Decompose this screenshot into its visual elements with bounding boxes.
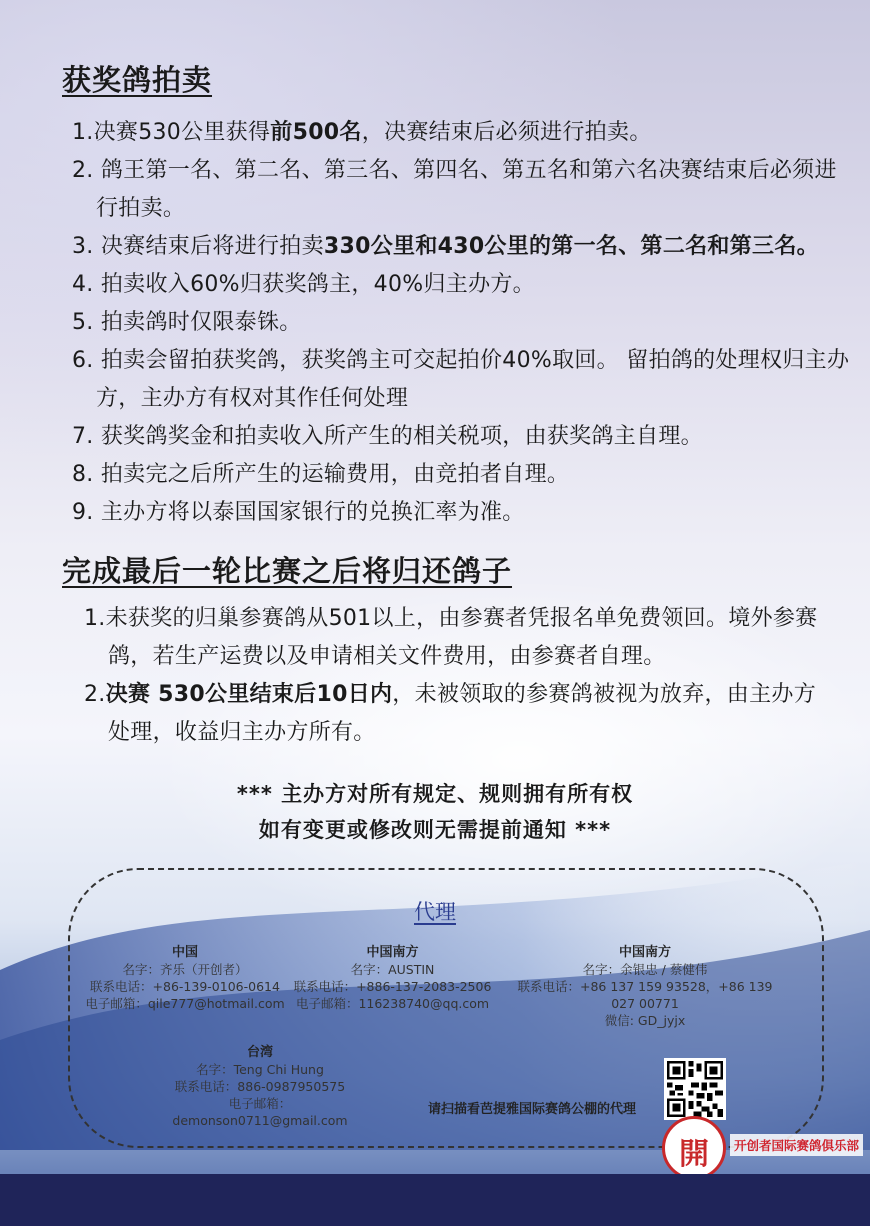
rule-item (72, 456, 852, 494)
club-logo-icon (662, 1116, 726, 1180)
rule-text-bold: 330公里和430公里的第一名、第二名和第三名。 (323, 234, 819, 259)
scan-caption: 请扫描看芭提雅国际赛鸽公棚的代理 (428, 1102, 637, 1117)
rule-text-bold: 前500名 (270, 120, 362, 145)
rule-text-pre: 6. 拍卖会留拍获奖鸽，获奖鸽主可交起拍价40%取回。 留拍鸽的处理权归主办方，主办方有权对其作任何处理 (72, 348, 850, 411)
rule-text-pre: 8. 拍卖完之后所产生的运输费用，由竞拍者自理。 (72, 462, 570, 487)
qr-code-icon[interactable] (664, 1058, 726, 1120)
contact-line: 名字：Teng Chi Hung (196, 1062, 324, 1077)
contact-card (85, 944, 285, 1012)
rule-text-post: ，决赛结束后必须进行拍卖。 (361, 120, 652, 145)
contact-region: 台湾 (246, 1045, 273, 1060)
rule-item (72, 152, 852, 228)
rule-item (72, 342, 852, 418)
notice-line-2: 如有变更或修改则无需提前通知 *** (258, 818, 612, 842)
return-rules-list (84, 600, 824, 752)
contact-region: 中国 (171, 945, 198, 960)
rule-item (84, 600, 824, 676)
notice-line-1: *** 主办方对所有规定、规则拥有所有权 (236, 782, 634, 806)
rule-text-bold: 决赛 530公里结束后10日内 (105, 682, 393, 707)
rule-item (72, 266, 852, 304)
rule-text-pre: 2. 鸽王第一名、第二名、第三名、第四名、第五名和第六名决赛结束后必须进行拍卖。 (72, 158, 837, 221)
contact-line: 名字：AUSTIN (350, 962, 435, 977)
return-section-title: 完成最后一轮比赛之后将归还鸽子 (62, 554, 513, 588)
rule-text-pre: 2. (84, 682, 106, 707)
rule-item (72, 418, 852, 456)
rule-text-pre: 1.决赛530公里获得 (72, 120, 271, 145)
rule-item (72, 228, 852, 266)
contact-card (505, 944, 785, 1029)
contact-line: 名字：齐乐（开创者） (122, 962, 248, 977)
rule-text-pre: 3. 决赛结束后将进行拍卖 (72, 234, 324, 259)
contact-line: 微信: GD_jyjx (604, 1013, 686, 1028)
contact-card (290, 944, 495, 1012)
rule-item (72, 304, 852, 342)
contact-line: 名字：余银忠 / 蔡健伟 (582, 962, 708, 977)
auction-rules-list (72, 114, 852, 532)
contact-region: 中国南方 (366, 945, 419, 960)
rule-item (72, 114, 852, 152)
rule-text-pre: 5. 拍卖鸽时仅限泰铢。 (72, 310, 302, 335)
agent-title: 代理 (414, 900, 456, 924)
club-name: 开创者国际赛鸽俱乐部 (730, 1134, 863, 1156)
contact-line: 联系电话：886-0987950575 (174, 1079, 346, 1094)
rule-item (84, 676, 824, 752)
contact-line: 联系电话：+86 137 159 93528，+86 139 027 00771 (517, 979, 773, 1011)
contact-line: 电子邮箱：demonson0711@gmail.com (172, 1096, 348, 1128)
rule-text-post: ，未被领取的参赛鸽被视为放弃，由主办方处理，收益归主办方所有。 (108, 682, 816, 745)
rule-text-pre: 7. 获奖鸽奖金和拍卖收入所产生的相关税项，由获奖鸽主自理。 (72, 424, 703, 449)
contact-line: 联系电话：+86-139-0106-0614 (90, 979, 280, 994)
contact-line: 电子邮箱：116238740@qq.com (295, 996, 490, 1011)
club-logo-glyph: 開 (679, 1137, 709, 1172)
contact-line: 联系电话：+886-137-2083-2506 (293, 979, 492, 994)
rule-text-pre: 1.未获奖的归巢参赛鸽从501以上，由参赛者凭报名单免费领回。境外参赛鸽，若生产运费以及申请相关文件费用，由参赛者自理。 (84, 606, 818, 669)
contact-region: 中国南方 (618, 945, 671, 960)
contact-card (150, 1044, 370, 1129)
contact-line: 电子邮箱：qile777@hotmail.com (85, 996, 285, 1011)
rule-item (72, 494, 852, 532)
rule-text-pre: 9. 主办方将以泰国国家银行的兑换汇率为准。 (72, 500, 525, 525)
rule-text-pre: 4. 拍卖收入60%归获奖鸽主，40%归主办方。 (72, 272, 535, 297)
auction-section-title: 获奖鸽拍卖 (62, 63, 213, 97)
footer-bar (0, 1174, 870, 1226)
